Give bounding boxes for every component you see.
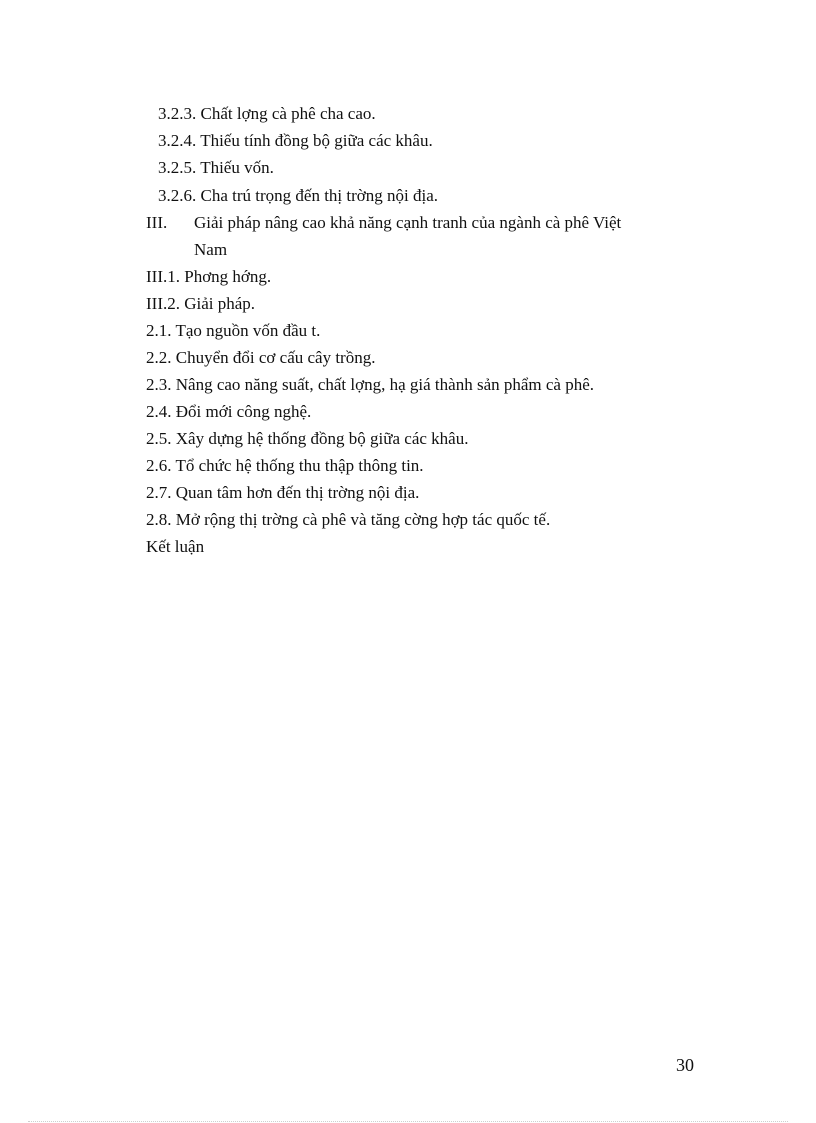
toc-entry-3-2-4: 3.2.4. Thiếu tính đồng bộ giữa các khâu.: [158, 131, 433, 150]
toc-entry-2-8: 2.8. Mở rộng thị trờng cà phê và tăng cờng hợp tác quốc tế.: [146, 510, 551, 529]
toc-entry-2-2: 2.2. Chuyển đổi cơ cấu cây trồng.: [146, 348, 376, 367]
toc-entry-2-3: 2.3. Nâng cao năng suất, chất lợng, hạ giá thành sản phẩm cà phê.: [146, 375, 595, 394]
toc-entry-iii-1: III.1. Phơng hớng.: [146, 267, 272, 286]
toc-entry-2-1: 2.1. Tạo nguồn vốn đầu t.: [146, 321, 321, 340]
toc-entry-iii-2: III.2. Giải pháp.: [146, 294, 256, 313]
toc-entry-2-4: 2.4. Đổi mới công nghệ.: [146, 402, 312, 421]
toc-section-number-iii: III.: [146, 213, 168, 232]
page-bottom-divider: [28, 1121, 788, 1122]
toc-entry-3-2-3: 3.2.3. Chất lợng cà phê cha cao.: [158, 104, 376, 123]
toc-conclusion: Kết luận: [146, 537, 205, 556]
toc-entry-2-7: 2.7. Quan tâm hơn đến thị trờng nội địa.: [146, 483, 420, 502]
toc-section-title-iii: Giải pháp nâng cao khả năng cạnh tranh của ngành cà phê Việt: [194, 213, 622, 232]
page-number: 30: [676, 1055, 694, 1075]
toc-section-title-iii-continued: Nam: [194, 240, 228, 259]
toc-entry-3-2-5: 3.2.5. Thiếu vốn.: [158, 158, 274, 177]
toc-entry-2-6: 2.6. Tổ chức hệ thống thu thập thông tin.: [146, 456, 424, 475]
toc-entry-2-5: 2.5. Xây dựng hệ thống đồng bộ giữa các khâu.: [146, 429, 469, 448]
toc-entry-3-2-6: 3.2.6. Cha trú trọng đến thị trờng nội địa.: [158, 186, 439, 205]
